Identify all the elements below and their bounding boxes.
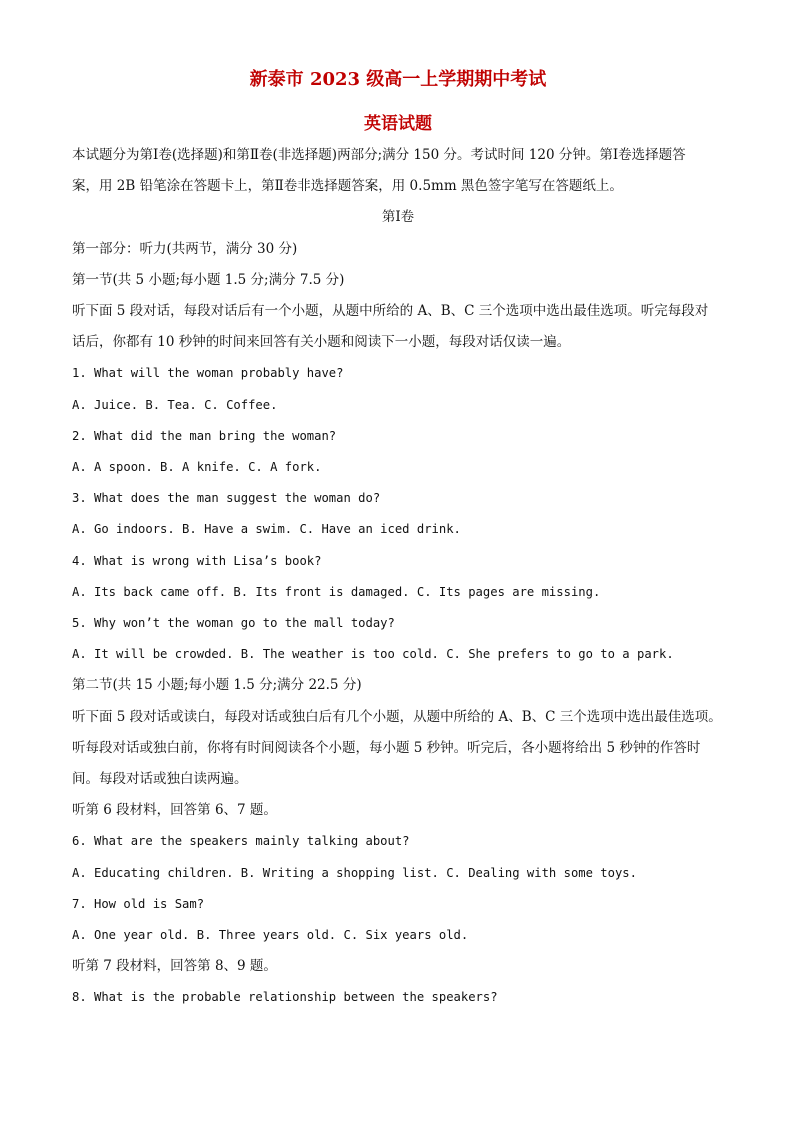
answer-options: A. Its back came off. B. Its front is damaged. C. Its pages are missing. xyxy=(72,584,601,599)
material-7-note: 听第 7 段材料，回答第 8、9 题。 xyxy=(72,958,277,975)
answer-options: A. A spoon. B. A knife. C. A fork. xyxy=(72,460,322,475)
exam-subtitle: 英语试题 xyxy=(364,114,432,134)
answer-options: A. Educating children. B. Writing a shopping list. C. Dealing with some toys. xyxy=(72,865,637,880)
section2-instruction-1: 听下面 5 段对话或读白，每段对话或独白后有几个小题，从题中所给的 A、B、C 三个选项中选出最佳选项。 xyxy=(72,708,722,725)
material-6-note: 听第 6 段材料，回答第 6、7 题。 xyxy=(72,802,277,819)
question-text: 8. What is the probable relationship between the speakers? xyxy=(72,990,498,1005)
exam-body xyxy=(72,140,724,1014)
section1-instruction-2: 话后，你都有 10 秒钟的时间来回答有关小题和阅读下一小题，每段对话仅读一遍。 xyxy=(72,334,571,351)
question-text: 6. What are the speakers mainly talking about? xyxy=(72,834,410,849)
answer-options: A. Go indoors. B. Have a swim. C. Have an iced drink. xyxy=(72,522,461,537)
intro-line-2: 案，用 2B 铅笔涂在答题卡上，第Ⅱ卷非选择题答案，用 0.5mm 黑色签字笔写在答题纸上。 xyxy=(72,178,623,195)
section2-instruction-2: 听每段对话或独白前，你将有时间阅读各个小题，每小题 5 秒钟。听完后，各小题将给出 5 秒钟的作答时 xyxy=(72,739,701,756)
intro-line-1: 本试题分为第Ⅰ卷(选择题)和第Ⅱ卷(非选择题)两部分;满分 150 分。考试时间 120 分钟。第Ⅰ卷选择题答 xyxy=(72,147,686,163)
question-text: 4. What is wrong with Lisa’s book? xyxy=(72,553,322,568)
section2-title: 第二节(共 15 小题;每小题 1.5 分;满分 22.5 分) xyxy=(72,677,362,694)
section2-instruction-3: 间。每段对话或独白读两遍。 xyxy=(72,771,248,788)
question-text: 2. What did the man bring the woman? xyxy=(72,428,337,443)
answer-options: A. One year old. B. Three years old. C. Six years old. xyxy=(72,928,469,943)
section1-title: 第一节(共 5 小题;每小题 1.5 分;满分 7.5 分) xyxy=(72,271,345,288)
answer-options: A. It will be crowded. B. The weather is too cold. C. She prefers to go to a park. xyxy=(72,647,674,662)
volume-label: 第Ⅰ卷 xyxy=(381,209,415,226)
question-text: 7. How old is Sam? xyxy=(72,896,205,911)
exam-page xyxy=(72,62,724,1014)
part1-title: 第一部分：听力(共两节，满分 30 分) xyxy=(72,240,298,257)
section1-instruction-1: 听下面 5 段对话，每段对话后有一个小题，从题中所给的 A、B、C 三个选项中选出最佳选项。听完每段对 xyxy=(72,303,709,320)
answer-options: A. Juice. B. Tea. C. Coffee. xyxy=(72,397,278,412)
question-text: 3. What does the man suggest the woman do? xyxy=(72,491,381,506)
question-text: 1. What will the woman probably have? xyxy=(72,366,344,381)
exam-title: 新泰市 2023 级高一上学期期中考试 xyxy=(249,69,547,90)
question-text: 5. Why won’t the woman go to the mall today? xyxy=(72,616,395,631)
